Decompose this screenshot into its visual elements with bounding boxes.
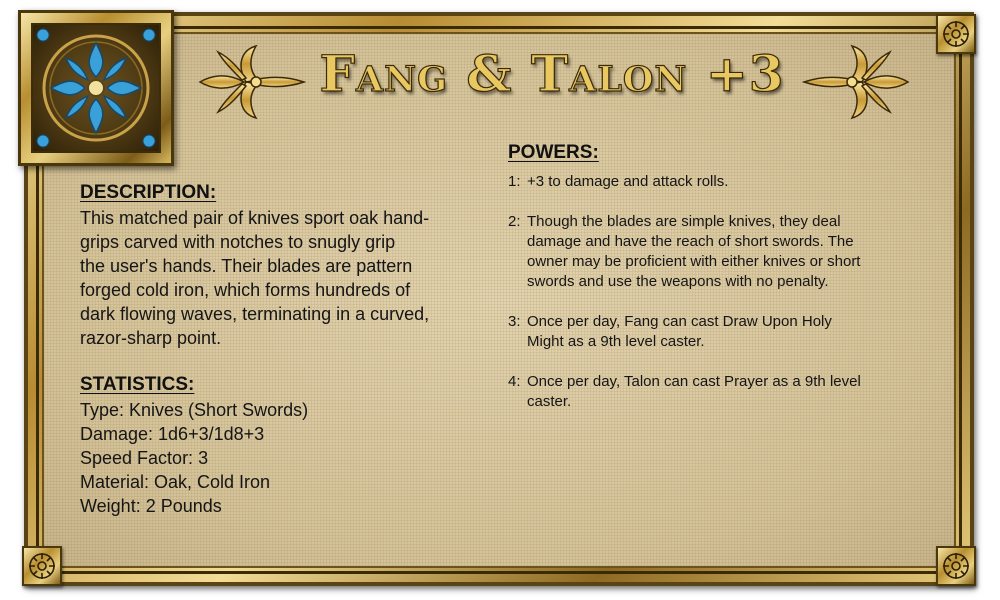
power-line: swords and use the weapons with no penalty. bbox=[527, 273, 829, 290]
power-line: Once per day, Fang can cast Draw Upon Holy bbox=[527, 313, 832, 330]
sun-rosette-icon bbox=[22, 546, 62, 586]
stat-damage: Damage: 1d6+3/1d8+3 bbox=[80, 424, 265, 444]
description-heading: DESCRIPTION: bbox=[80, 182, 217, 203]
powers-heading: POWERS: bbox=[508, 142, 599, 163]
description-line: razor-sharp point. bbox=[80, 328, 222, 348]
stat-weight: Weight: 2 Pounds bbox=[80, 496, 222, 516]
power-number: 2: bbox=[508, 213, 521, 230]
power-number: 3: bbox=[508, 313, 521, 330]
description-line: forged cold iron, which forms hundreds of bbox=[80, 280, 411, 300]
description-line: the user's hands. Their blades are pattern bbox=[80, 256, 413, 276]
description-text bbox=[80, 206, 500, 350]
power-line: Might as a 9th level caster. bbox=[527, 333, 705, 350]
item-title: Fang & Talon +3 bbox=[319, 44, 785, 103]
gold-palmette-flourish-icon bbox=[196, 42, 306, 122]
power-item bbox=[508, 172, 938, 192]
power-line: Once per day, Talon can cast Prayer as a 9th level bbox=[527, 373, 861, 390]
power-number: 1: bbox=[508, 173, 521, 190]
description-line: dark flowing waves, terminating in a curved, bbox=[80, 304, 430, 324]
power-line: owner may be proficient with either knives or short bbox=[527, 253, 861, 270]
powers-list bbox=[508, 172, 938, 432]
power-line: Though the blades are simple knives, they deal bbox=[527, 213, 841, 230]
description-line: grips carved with notches to snugly grip bbox=[80, 232, 396, 252]
sun-rosette-icon bbox=[936, 14, 976, 54]
power-item bbox=[508, 312, 938, 352]
stat-material: Material: Oak, Cold Iron bbox=[80, 472, 271, 492]
title-banner bbox=[196, 38, 912, 122]
power-line: +3 to damage and attack rolls. bbox=[527, 173, 729, 190]
power-number: 4: bbox=[508, 373, 521, 390]
power-line: damage and have the reach of short swords. The bbox=[527, 233, 854, 250]
sun-rosette-icon bbox=[936, 546, 976, 586]
stat-type: Type: Knives (Short Swords) bbox=[80, 400, 309, 420]
description-line: This matched pair of knives sport oak hand- bbox=[80, 208, 430, 228]
statistics-heading: STATISTICS: bbox=[80, 374, 195, 395]
medallion-inner bbox=[31, 23, 161, 153]
power-item bbox=[508, 212, 938, 292]
power-item bbox=[508, 372, 938, 412]
statistics-list bbox=[80, 398, 500, 518]
power-line: caster. bbox=[527, 393, 572, 410]
gold-palmette-flourish-icon bbox=[802, 42, 912, 122]
blue-floral-medallion-icon bbox=[18, 10, 174, 166]
stat-speed-factor: Speed Factor: 3 bbox=[80, 448, 209, 468]
medallion-floral-svg bbox=[33, 25, 159, 151]
